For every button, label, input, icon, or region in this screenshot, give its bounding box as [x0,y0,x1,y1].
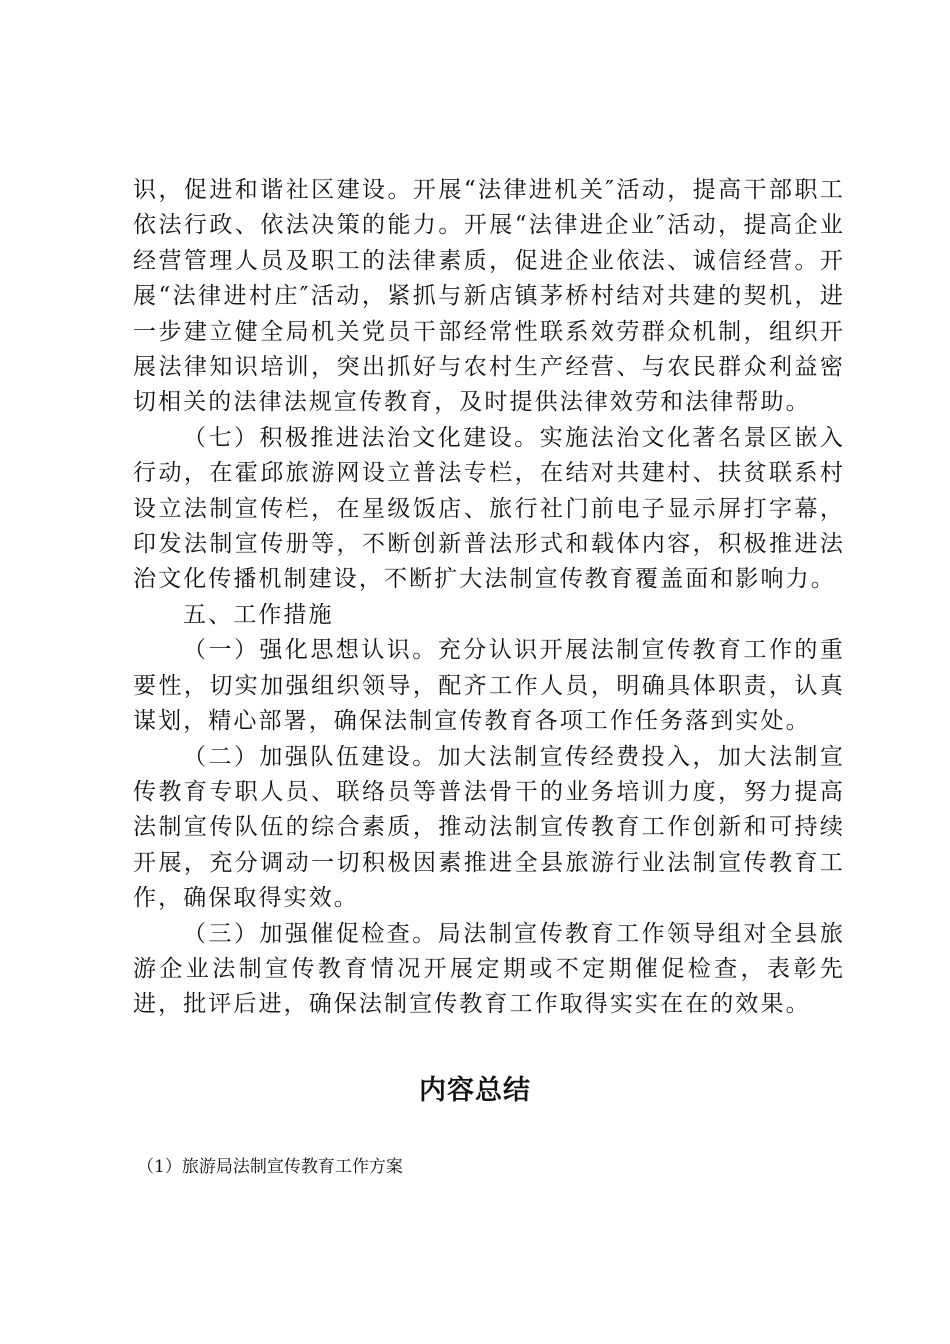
paragraph-supervision-inspection: （三）加强催促检查。局法制宣传教育工作领导组对全县旅游企业法制宣传教育情况开展定期或不定期催促检查，表彰先进，批评后进，确保法制宣传教育工作取得实实在在的效果。 [133,920,845,1018]
paragraph-team-building: （二）加强队伍建设。加大法制宣传经费投入，加大法制宣传教育专职人员、联络员等普法骨干的业务培训力度，努力提高法制宣传队伍的综合素质，推动法制宣传教育工作创新和可持续开展，充分调动一切积极因素推进全县旅游行业法制宣传教育工作，确保取得实效。 [133,743,845,912]
paragraph-law-promotion-activities: 识，促进和谐社区建设。开展“法律进机关″活动，提高干部职工依法行政、依法决策的能力。开展“法律进企业″活动，提高企业经营管理人员及职工的法律素质，促进企业依法、诚信经营。开展“法律进村庄″活动，紧抓与新店镇茅桥村结对共建的契机，进一步建立健全局机关党员干部经常性联系效劳群众机制，组织开展法律知识培训，突出抓好与农村生产经营、与农民群众利益密切相关的法律法规宣传教育，及时提供法律效劳和法律帮助。 [133,177,845,416]
summary-item: （1）旅游局法制宣传教育工作方案 [137,1157,403,1177]
paragraph-strengthen-awareness: （一）强化思想认识。充分认识开展法制宣传教育工作的重要性，切实加强组织领导，配齐工作人员，明确具体职责，认真谋划，精心部署，确保法制宣传教育各项工作任务落到实处。 [133,637,845,735]
paragraph-rule-of-law-culture: （七）积极推进法治文化建设。实施法治文化著名景区嵌入行动，在霍邱旅游网设立普法专栏，在结对共建村、扶贫联系村设立法制宣传栏，在星级饭店、旅行社门前电子显示屏打字幕，印发法制宣传册等，不断创新普法形式和载体内容，积极推进法治文化传播机制建设，不断扩大法制宣传教育覆盖面和影响力。 [133,424,845,593]
summary-title: 内容总结 [419,1075,531,1106]
section-heading-work-measures: 五、工作措施 [183,601,334,628]
document-body [133,173,845,1023]
